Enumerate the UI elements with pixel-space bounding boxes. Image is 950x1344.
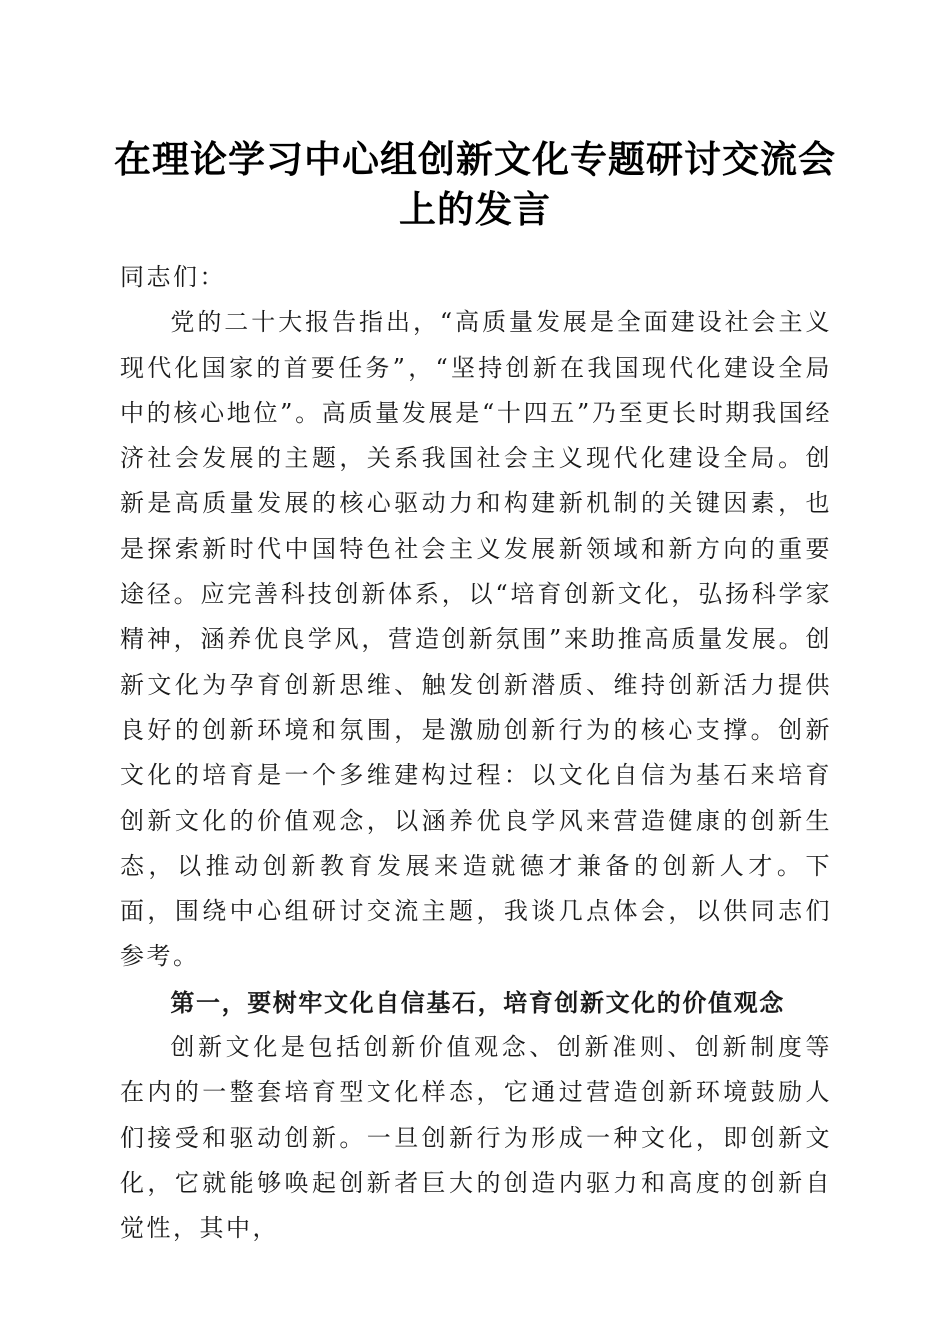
- section-heading-1: 第一，要树牢文化自信基石，培育创新文化的价值观念: [170, 987, 785, 1017]
- paragraph-section-1: 创新文化是包括创新价值观念、创新准则、创新制度等在内的一整套培育型文化样态，它通过营造创新环境鼓励人们接受和驱动创新。一旦创新行为形成一种文化，即创新文化，它就能够唤起创新者巨大的创造内驱力和高度的创新自觉性，其中，: [120, 1033, 832, 1243]
- document-title: 在理论学习中心组创新文化专题研讨交流会上的发言: [114, 137, 836, 231]
- paragraph-intro: 党的二十大报告指出，“高质量发展是全面建设社会主义现代化国家的首要任务”，“坚持创新在我国现代化建设全局中的核心地位”。高质量发展是“十四五”乃至更长时期我国经济社会发展的主题，关系我国社会主义现代化建设全局。创新是高质量发展的核心驱动力和构建新机制的关键因素，也是探索新时代中国特色社会主义发展新领域和新方向的重要途径。应完善科技创新体系，以“培育创新文化，弘扬科学家精神，涵养优良学风，营造创新氛围”来助推高质量发展。创新文化为孕育创新思维、触发创新潜质、维持创新活力提供良好的创新环境和氛围，是激励创新行为的核心支撑。创新文化的培育是一个多维建构过程：以文化自信为基石来培育创新文化的价值观念，以涵养优良学风来营造健康的创新生态，以推动创新教育发展来造就德才兼备的创新人才。下面，围绕中心组研讨交流主题，我谈几点体会，以供同志们参考。: [120, 308, 832, 971]
- salutation: 同志们：: [120, 263, 226, 291]
- document-body: [120, 255, 832, 1252]
